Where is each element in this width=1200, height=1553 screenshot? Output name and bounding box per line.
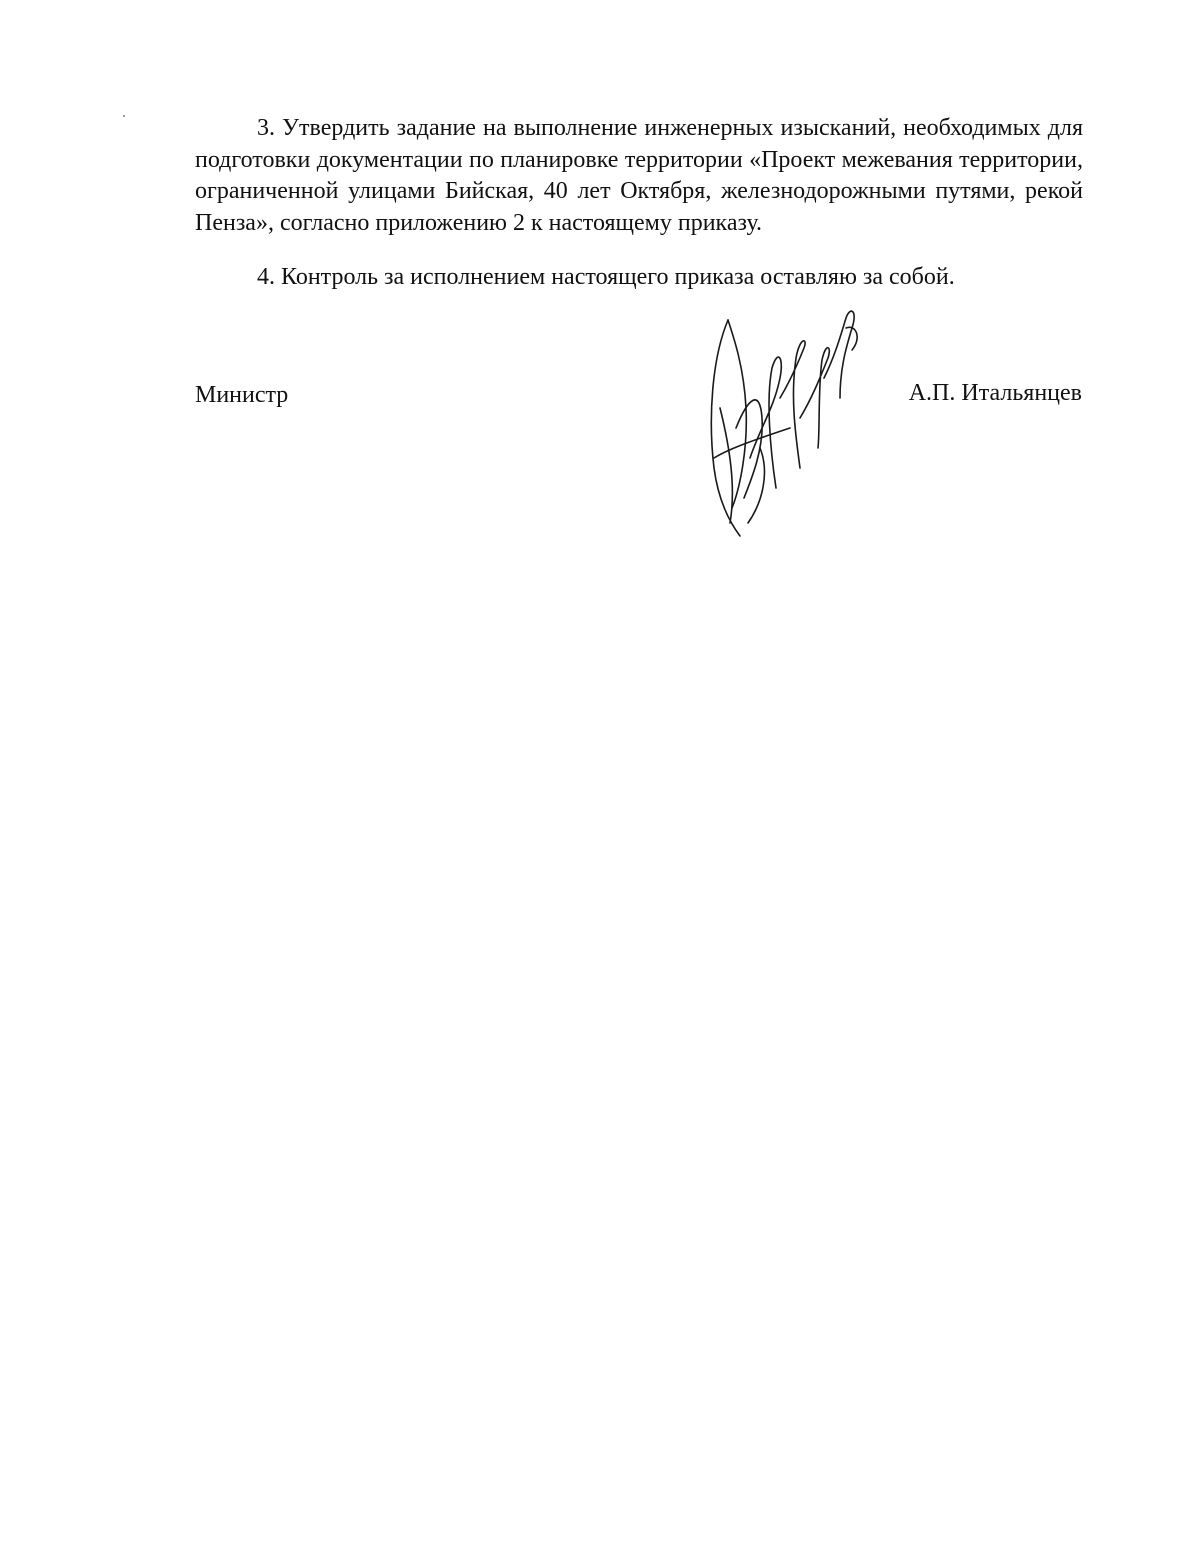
signatory-name: А.П. Итальянцев [908, 380, 1082, 406]
scan-speck [123, 115, 125, 117]
paragraph-3: 3. Утвердить задание на выполнение инженерных изысканий, необходимых для подготовки документации по планировке территории «Проект межевания территории, ограниченной улицами Бийская, 40 лет Октября, железнодорожными путями, рекой Пенза», согласно приложению 2 к настоящему приказу. [195, 115, 1083, 236]
signatory-title: Министр [195, 382, 289, 408]
paragraph-4: 4. Контроль за исполнением настоящего приказа оставляю за собой. [257, 264, 955, 290]
handwritten-signature [700, 298, 870, 548]
